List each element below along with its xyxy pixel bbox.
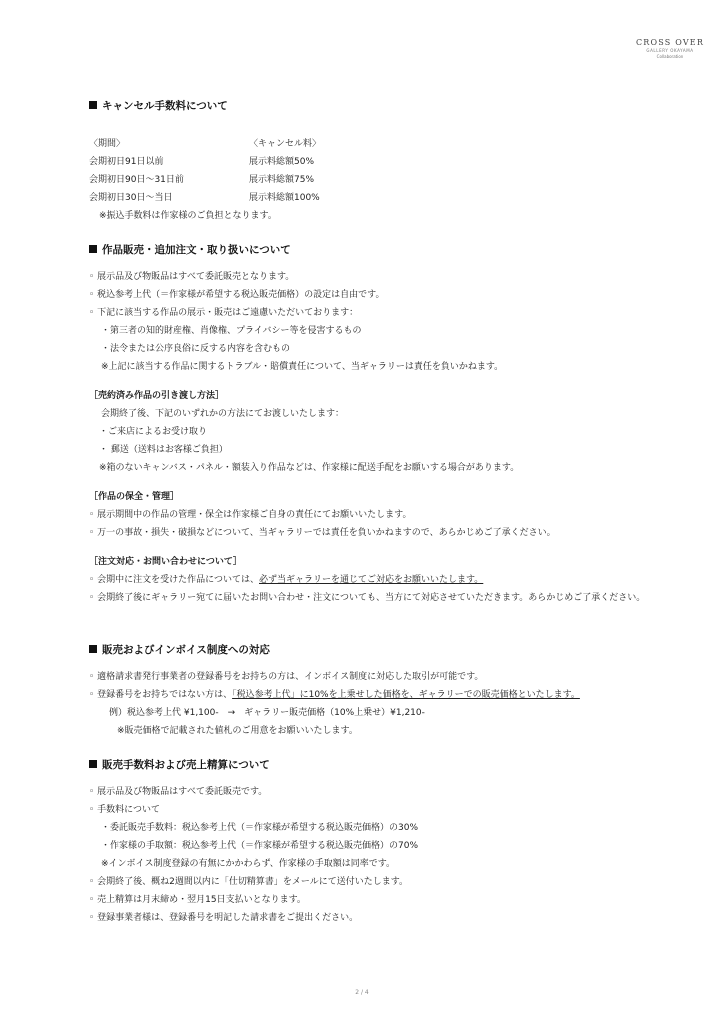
delivery-line: ・ 郵送（送料はお客様ご負担） bbox=[99, 445, 228, 455]
cancel-row bbox=[89, 153, 649, 171]
orders-line-prefix: ◦ 会期中に注文を受けた作品については、 bbox=[89, 575, 259, 585]
cancel-row bbox=[89, 189, 649, 207]
col-fee: 〈キャンセル料〉 bbox=[249, 139, 322, 149]
invoice-line bbox=[89, 686, 649, 704]
subheading-delivery: ［売約済み作品の引き渡し方法］ bbox=[89, 391, 225, 401]
heading-text: 販売手数料および売上精算について bbox=[102, 759, 270, 771]
heading-text: 販売およびインボイス制度への対応 bbox=[102, 644, 270, 656]
cancel-fee: 展示料総額50% bbox=[249, 157, 315, 167]
cancel-period: 会期初日30日～当日 bbox=[89, 193, 173, 203]
square-bullet-icon bbox=[89, 101, 97, 109]
heading-text: キャンセル手数料について bbox=[102, 100, 228, 112]
logo-tag-text: Collaboration bbox=[656, 54, 684, 59]
fees-line: ◦ 会期終了後、概ね2週間以内に「仕切精算書」をメールにて送付いたします。 bbox=[89, 877, 408, 887]
invoice-line-prefix: ◦ 登録番号をお持ちではない方は、 bbox=[89, 690, 233, 700]
fees-line: ◦ 手数料について bbox=[89, 805, 160, 815]
section-heading-sales bbox=[89, 243, 649, 257]
section-heading-fees bbox=[89, 758, 649, 772]
cancel-period: 会期初日90日～31日前 bbox=[89, 175, 184, 185]
cancel-table-header bbox=[89, 135, 649, 153]
square-bullet-icon bbox=[89, 645, 97, 653]
sales-note: ※上記に該当する作品に関するトラブル・賠償責任について、当ギャラリーは責任を負いかねます。 bbox=[101, 362, 504, 372]
heading-text: 作品販売・追加注文・取り扱いについて bbox=[102, 244, 291, 256]
subheading-care: ［作品の保全・管理］ bbox=[89, 492, 180, 502]
fees-line: ・作家様の手取額：税込参考上代（＝作家様が希望する税込販売価格）の70% bbox=[101, 841, 419, 851]
section-heading-invoice bbox=[89, 643, 649, 657]
delivery-line: 会期終了後、下記のいずれかの方法にてお渡しいたします： bbox=[101, 409, 345, 419]
sales-line: ・第三者の知的財産権、肖像権、プライバシー等を侵害するもの bbox=[101, 326, 362, 336]
subheading-orders: ［注文対応・お問い合わせについて］ bbox=[89, 557, 242, 567]
delivery-line: ・ご来店によるお受け取り bbox=[99, 427, 208, 437]
cancel-row bbox=[89, 171, 649, 189]
page-number: 2 / 4 bbox=[355, 989, 369, 996]
sales-line: ・法令または公序良俗に反する内容を含むもの bbox=[101, 344, 291, 354]
square-bullet-icon bbox=[89, 245, 97, 253]
cancel-fee: 展示料総額100% bbox=[249, 193, 320, 203]
logo-sub-text: GALLERY OKAYAMA bbox=[646, 48, 694, 53]
invoice-note: ※販売価格で記載された値札のご用意をお願いいたします。 bbox=[117, 726, 358, 736]
invoice-line: ◦ 適格請求書発行事業者の登録番号をお持ちの方は、インボイス制度に対応した取引が可能です。 bbox=[89, 672, 484, 682]
care-line: ◦ 展示期間中の作品の管理・保全は作家様ご自身の責任にてお願いいたします。 bbox=[89, 510, 412, 520]
orders-line: ◦ 会期終了後にギャラリー宛てに届いたお問い合わせ・注文についても、当方にて対応させていただきます。あらかじめご了承ください。 bbox=[89, 593, 646, 603]
sales-line: ◦ 展示品及び物販品はすべて委託販売となります。 bbox=[89, 272, 295, 282]
fees-note: ※インボイス制度登録の有無にかかわらず、作家様の手取額は同率です。 bbox=[101, 859, 396, 869]
invoice-example: 例）税込参考上代 ¥1,100- → ギャラリー販売価格（10%上乗せ）¥1,210- bbox=[109, 708, 425, 718]
fees-line: ◦ 登録事業者様は、登録番号を明記した請求書をご提出ください。 bbox=[89, 913, 359, 923]
col-period: 〈期間〉 bbox=[89, 139, 126, 149]
cancel-fee: 展示料総額75% bbox=[249, 175, 315, 185]
delivery-note: ※箱のないキャンバス・パネル・額装入り作品などは、作家様に配送手配をお願いする場合があります。 bbox=[99, 463, 520, 473]
invoice-line-underlined: 「税込参考上代」に10%を上乗せした価格を、ギャラリーでの販売価格といたします。 bbox=[232, 690, 580, 700]
section-heading-cancel bbox=[89, 99, 649, 113]
logo-main-text: CROSS OVER bbox=[635, 38, 705, 47]
gallery-logo bbox=[634, 38, 706, 59]
sales-line: ◦ 税込参考上代（＝作家様が希望する税込販売価格）の設定は自由です。 bbox=[89, 290, 385, 300]
square-bullet-icon bbox=[89, 760, 97, 768]
document-body bbox=[89, 99, 649, 927]
fees-line: ◦ 売上精算は月末締め・翌月15日支払いとなります。 bbox=[89, 895, 306, 905]
fees-line: ・委託販売手数料：税込参考上代（＝作家様が希望する税込販売価格）の30% bbox=[101, 823, 419, 833]
sales-line: ◦ 下記に該当する作品の展示・販売はご遠慮いただいております： bbox=[89, 308, 359, 318]
cancel-note: ※振込手数料は作家様のご負担となります。 bbox=[99, 211, 277, 221]
cancel-period: 会期初日91日以前 bbox=[89, 157, 164, 167]
orders-line-underlined: 必ず当ギャラリーを通じてご対応をお願いいたします。 bbox=[259, 575, 484, 585]
care-line: ◦ 万一の事故・損失・破損などについて、当ギャラリーでは責任を負いかねますので、あらかじめご了承ください。 bbox=[89, 528, 556, 538]
orders-line bbox=[89, 571, 649, 589]
fees-line: ◦ 展示品及び物販品はすべて委託販売です。 bbox=[89, 787, 268, 797]
